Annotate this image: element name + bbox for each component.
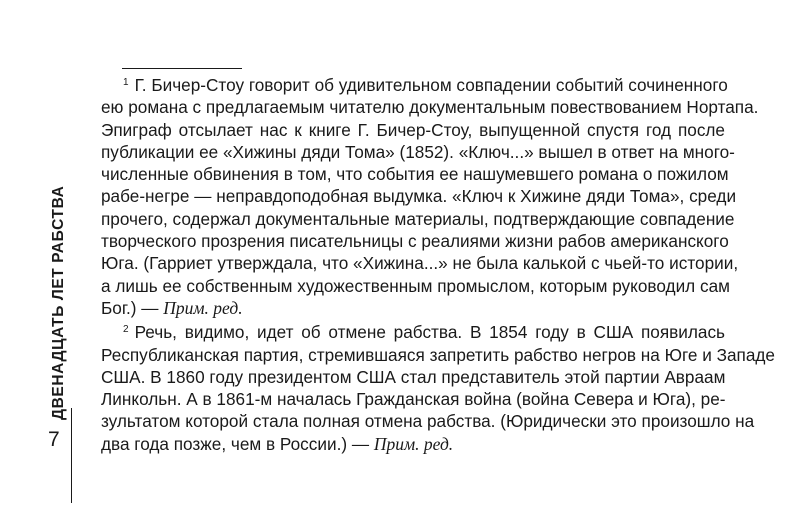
footnote-line: Эпиграф отсылает нас к книге Г. Бичер-Стоу, выпущенной спустя год после (101, 119, 725, 140)
editor-note: Прим. ред. (373, 433, 454, 454)
footnote-line: Линкольн. А в 1861-м началась Гражданская война (война Севера и Юга), ре- (101, 389, 726, 410)
footnote-line: Юга. (Гарриет утверждала, что «Хижина...» не была калькой с чьей-то истории, (101, 253, 739, 274)
footnote-line: $^1$ Г. Бичер-Стоу говорит об удивительном совпадении событий сочиненного (123, 75, 728, 95)
footnote-line: публикации ее «Хижины дяди Тома» (1852). «Ключ...» вышел в ответ на много- (101, 141, 735, 162)
footnote-line: два года позже, чем в России.) — Прим. ред. (101, 433, 454, 454)
footnotes-block (101, 72, 775, 455)
footnote-1 (101, 72, 759, 319)
footnote-line: а лишь ее собственным художественным промыслом, которым руководил сам (101, 275, 730, 296)
running-title: ДВЕНАДЦАТЬ ЛЕТ РАБСТВА (50, 185, 67, 420)
footnote-2 (101, 319, 775, 455)
footnote-line: прочего, содержал документальные материалы, подтверждающие совпадение (101, 208, 735, 229)
footnote-line: $^2$ Речь, видимо, идет об отмене рабства. В 1854 году в США появилась (123, 322, 725, 343)
footnote-line: зультатом которой стала полная отмена рабства. (Юридически это произошло на (101, 411, 755, 432)
footnote-marker: 2 (123, 324, 129, 336)
footnote-line: Бог.) — Прим. ред. (101, 297, 243, 318)
footnote-line: численные обвинения в том, что события ее нашумевшего романа о пожилом (101, 164, 729, 185)
footnote-line: рабе-негре — неправдоподобная выдумка. «Ключ к Хижине дяди Тома», среди (101, 186, 737, 207)
page-number: 7 (48, 428, 60, 451)
footnote-separator (122, 68, 242, 69)
editor-note: Прим. ред. (163, 297, 243, 318)
footnote-line: Республиканская партия, стремившаяся запретить рабство негров на Юге и Западе (101, 344, 775, 365)
footnote-line: США. В 1860 году президентом США стал представитель этой партии Авраам (101, 366, 726, 387)
footnote-line: ею романа с предлагаемым читателю документальным повествованием Нортапа. (101, 97, 759, 118)
footnote-line: творческого прозрения писательницы с реалиями жизни рабов американского (101, 231, 729, 252)
footnote-marker: 1 (123, 77, 129, 88)
running-title-divider (71, 408, 72, 503)
